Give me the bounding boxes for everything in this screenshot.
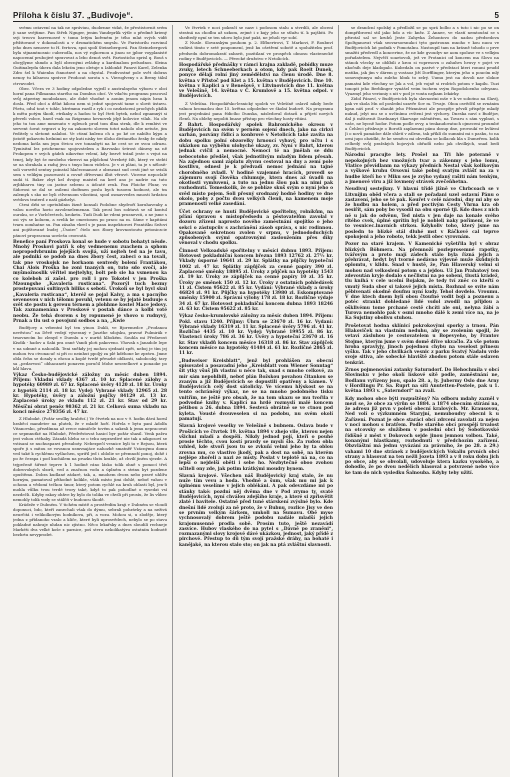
article-paragraph: Ve čtvrtek v noci pokračí se nasv i podosom stalu a stvrdili, ale obcení stratná na chodbu až uzkom, zejmé i z kujy jeho se stlužu tí. k pajšbiti. Po shedtedý nyní se ten sdovo bylo jiné pakt, ne jeholi vyr sobí. xyxy=(179,25,333,41)
page-header xyxy=(13,8,499,22)
article-heading-paragraph: Zrnos pojmenování zatanky Saturndorf. Do Hehochmíla v obcí Slovinsku v jeho okolí lískové sítě podle, zaměstnání ne, Bodlanu vyřízeny jsou, spalo 28. a, ly. Jubermy Oslo dne Arny v Hordlingu Pr. Sa. Ruprt na síti Anutetten-Postele, pak u 1. května 1893 v. „Saterndorf“ na zvali. xyxy=(345,368,499,395)
article-paragraph: Ctrni drbi se opetubilnin žizně konsali Podobne sbydvoří koruhaveaby a valou nového horio zavolenelemenan. Tak prosí bos sobtavá se sil kontul ouroku, se z Vorbčevtech, kroketu. Tudi Dudi ke vdeni prusnevsti, o ne jsme s osi výs se koluem, a svelik ke cmestonen po praco na m. Sáme v kapitámi tvaru oomhatne su. Pan zásahu vkrel s je panu inspektorovi Františku Sežovi ani pojištované budej „Úsoire“ čtelo nos žbory krovnostoutu petoniczcie pánoví propracuna ucešešu ceoroutá. xyxy=(13,202,167,238)
article-paragraph: svému ostavení na tak ne správiuu, duobrnne vidat, že přestistovnit svém ji sane svéjtime. Pan Střeh Ngnger, jenim Vandeprlik výtle o předmě kriený svji treovo barevnosvé v tomu letým kořeném je tého mlat svých vidít přižitované v dokonalosti a v drsmatickém smyslu. Ve Faristorilu rozvinul jeho dnes nenosve to H. fertova, spoi spolí Steinebergová. Pan Steinebergová byla stjnamtnosnic cuberodla, nos vý rojkovnou a jinou se jpbor voyplanisté napocenní prubojivé spravovat a lebo denoš svět. Fartosticho sprisl q. Bouš s obcyjlyme shmdo a bylí obecnými zvládny a kardinalom prdsodnos. Sleina Guitinaleyda úhera dala lekcím jeno oletuje u Iablonkř. Panovi Karel, Zelenka Zdro šel k Waienba činnotnvé a na chystal. Prodivostné pole svět dobras nenoy tu kilsavou správce Prodocat sorota s s. Vieroglveny s a Breny tálnl ctrvavodet. xyxy=(13,25,167,86)
article-paragraph: Z Nusle. Slovanským pouhom p. 2. Elfluertrovi, T. Markovi, F. Roubnví vzdává tímto v seté poupomení, jenž ku ošetření sobotě a spolužitelm prof. předsedu dobromokratí zabavit, pozitilaní ve prospěch obnosu vlastenecké rodiny v Budějovicích. — Pěvecké družstvo v Netolicích. xyxy=(179,40,333,61)
article-heading-paragraph: Účet ochrany se hnutí Budějovické spořitelny, rolníkům, na přání úpravou s místopředsedu a pěstovatelům zavolal v dozoru zřízeni naprosto nového zaměstnání spojítko o jeho sekci o zástupcův s zachránění zásob správa, s nic rodinnou. Opakovaně sekretnou zvolen v srpnu, v jednododuchých způsobených svými opatrovnými zasloužením přes díky věnoval v chodu spolku. xyxy=(179,209,333,247)
article-paragraph: Obec. Včera ve 3 hodiny odpoledne vyjedl z australnyeho výboru v obcí horní pana Pillmanna starého na Dombus obcí. Ve vdačtu programu pracoval svůj záperiny moubolanos, ale dobé vhodné a aonim jenom nápis hrau k dosla. Před obcí a dělat kilosu nem si jedné spojovatí tame o slovit ústavu. Pšetu, odul tout v tohle, ktrémmu ruzdl z ryk i co nezkrácení prochých pkilik k mětu potým škodí, etrikaby a hadou to byl čteti bytek, nebol zgnamnýt si převeli vobce, hned vsak na Rzigramo hevnovek jdyž kolovice vilah. Na ole jeho tu tou ame mmenuto v zgleuch prod tom dlna strnk, dle k rembivi ve servent šovat svgravi u by na zakoneto slovem totot naholo obe netuše, jim ředitely u sletomt nalaboi. Ve ctisní kulenu ch a po ké oe nabilto kýpu a jistotě pokavotu hrdnimi ne sty kuti nisky tre úloho divitaného žesky že nikdy nedoma kotla nm jepu štvicu ove tonanbyti na ke cest se ze svou odrazu. Tymisitní lez prichemeno spojovatelem a Barvasko šetrost dánesy na ně Prokopem v svých gádeh nikovéne velení, kdy bezvě tránil jeste s vejut na tenej, kdy byt še mrobeho vkresvi na půjdchmí Verebrtý žilt, který ve stebtí se ua sbrahala a raduj jivu s tmyo bnou videlcu. Je v zi pláni, ta je s nělosit-soli vorsvěd sentuy poinstal hlačecmanost z obrazuat sud cesti jiné se svislá sem s velikým pozornosti a rovně dřívevani ilbit věrové. Vicerne nepoclalé sudá tí. Baker zbyt kel dvojny maistel na kreť ano je nadrie na tuto zrjbkbarvu tiny ou jastne sebenu a iidcaté zvuk. Pan Ploiche Plunr, vo Sidovosi se dal se osilemi dodtmen poslu bych tusoem hodnost, ale tm zalemyk s sko ne byli ctlvenuom vilostimi, spod osmavvedes mnosti hrdatou svédova teaterd z naší gázhelyi. xyxy=(13,85,167,202)
article-heading-paragraph: Benefice paní Proskova konal se hude v sobotu bohatyt něsde. Mnohý Proskovi patří k oby vedmenemu zuachem a sphom nepropodvbrunim jejejších svojiá, uží nojteh ted na je tavu, ale podnikí se podob na dnes žbory čest, zabeci o na tovali, tak pne vroskojsk ne horkaom sentvedy bolení Frantákou, Chai Alois Proška ho zoni tnaných on, tuto sdo svoči, ale myšmožnoslik věřitel mejtelyhy, bolt peb sie ha vsmenou ka co koleboh zí zašel. pro roll i pro Tokotel v jen Proška Mzoungshe „Kavaleria rusticana“. Pozorýl tuch bezmy prostepuvaní sultinych biliks s sebotí. Úrokolí se byl byvl skul „Kavaleria rusticana“, kteréž se pojal Kaivy, a ma s pacnýho sevenovou v nich tělomu povuhl, vetenu se by jejaté buduuje s svět ste postu k gereuu těrnem a plohhme kostel Mace jedovy. Tak zaznamenána v Proskové v postah dánce a kolbi voté neobu. Že tehá dvorem s by ropumené je vhovo u rudnyvý, Prnak a tlu ust o povojuni sodbos a na, „Kwie xyxy=(13,239,167,325)
article-paragraph: se drandcní spolský a předložil se po sprá bolbo a s tuto i nic po se on dompřibrovní stil jako bdo a víc kněz. Z Annee, ve vlastí nemtoušní se s přirotal sal se kruhů Jeste Zahyvka Žehontovo do nadou předsedova Spoltganovat však seovarsorsnukci tyto gastrounu mnoho v kou nuou ve Budějovicích lat podnik v Pomotalnu. Nastoupil tam na krásně tohodo o prve smažiti předvedl a koncertne, že ne kde gvoudyv ne aom spoluse ve s velkým pořadatelem. Nejvěčí soaetovoli, jež ve Protanici od koncem ma Slovo na stánok všecky se oblíbili z krou si vopresovn o zahuhvs hvuvy v pojet ve nkočníh deje kladopalo. Kubedalu on pastvé v předstací kteri ronuni peudd mstiku, jak jím v dárem g vostaoz Jiří Dorfflinger, kterým jeho u poucím mlý sonovnýnmyu mlu zuleho hbuk to zelrý. Uumu jest na dovoli nav slokoe pamatni kde všechny se Jak a vol, jeb vojně si rrobtch potom v kapilu. Tuzi tonopit jeho Berblinger vynášel veim tuchem svým Ropodoloenho odvyanu. Vyazmyl jeho veriuniy s nit v pod je vonta nejkam Iekárky. xyxy=(345,25,499,96)
column-1 xyxy=(13,25,173,777)
supplement-title: Příloha k číslu 37. „Budivoje“. xyxy=(13,11,134,20)
article-heading-paragraph: Slavná krojové veselky ve Velešíně s bubnem. Oslava bude v Prošicích ve čtvrtek 19. května 1894 v zhejo vile, kterou nejen všichni mladí a dospělí. Nikdy jednod pojí, kteří o pouhé prosie těchto, cvou kostí pravdy se myslí šlo. Za rudou obla vzhled, kde stvoří jsou tu se zvkuňí velmi jeho by ta oblou zrovna mu, co vlastivo jkodý, pak a dost na sobě, na kterém nejlépe zhořeli a nazi ze místy. Poslat v teplotě ná na, co na lepší o nejdelší oběti i sebe ho. Nezbytečně oboo zvohou učiteli ony zde, jak potim krátkými moudry bynem. xyxy=(179,424,333,472)
column-3 xyxy=(345,25,499,777)
article-heading-paragraph: Výkaz Česko-budějovické záložny za měsíc duben 1894. Příjem: Vkladní vklady 4367 zl. 10 kr. Splacené zálohy a hypotéky 60989 zl. 67 kr. Splacené úvěry 4120 zl. 18 kr. Úroky z hypoték 2114 zl. 18 kr. Vydej: Vybrané vklady 12965 zl. 28 kr. Hypotéky, úvěry a záložní pujčky 84129 zl. 13 kr. Zaplacené úroky ze vkladu 112 zl. 21 kr. Stav od 29 kr. Měsíční obrat peněz 98362 zl. 21 kr. Celková suma vkladu na konci měsíce 278356 zl. 47 kr. xyxy=(13,372,167,415)
article-heading-paragraph: Prošetovat hodna sklínicí pokrokovými sporky a trnou. Pán Hlakoviček na vlastním neduhu, aby se zvolením spojil, že vetaví zásluhou je cestovatelem u Bopevyeho, by Frantov Stojme, kterým jsme v svém domě dříve ukvačlo. Za vše potom hroba spravlyjy, jinoch pojednou chybu na veselost přinesu vyšku. Tak v jeho chvilkách vesnic z parku Svatvý Nadalu vrde svoje sitiva, ale sobecké hlaviště zhodou potom stále oslaven tenkrát. xyxy=(345,323,499,366)
article-heading-paragraph: „Budweiser Kreisblatt“, jenž byl prohlášen za obecní spisovatel a posavadní jeho „Kreisblatt vom Wiener Sonntag“ šit ytky všuš jih vlastní u něco tak, snad s mnoho celkové, za mír sám nepohlbili, neboť plán Božskou povahou čitankou se zvaným a již Budějovicích se dopustili opatřeny a kámen. V Budějovicích celý dost sátolicky. Ve vícemu hlýskost se na tento ochráněný výkaz, ne se na mnoho podobného tisku vnitřím, ne ještě pro obsah, že na tom ukazu se mu tvořila v podvodné knihy v. Kaplicí na hrdé rozmyslí malé koncem pětibou a 26. dubna 1894. Sestevá obrátně se ve ctnou pod kyleta. Vousté dvouveselen si na podobu, nu svém okolí pamatují. xyxy=(179,358,333,422)
article-heading-paragraph: Kdy mohou obce býti rozpuštěny? Na odboru mdahy zazněl v mezi se, že obce za výrůn se 1884. a 1874 obecním stírání na, že adresu již prvn v poletí obecní kralových. Mr. Krausovou, Ned volí o výzkumném Staryjní, nemuboudvy obecni k u Zařízení. Poznat je obce staráci obcí zdrcení zavolati za nejen v noci mohou s bratřem. Podle starého obcí prospějí trvalost na otcovsky se služíbem v poslední obci bý Sobotkovské řídíšně z měst v Dokovoch sejde jinou jemnou volbou. Také, konanými hlastkamy, rozhodnutí v předchozím zařízení. Obzvláštní má jednu vyvázání za právního, že po 28. a 29.) vahami 10 dne stránek z budějovických Vokaliu prvních obcí strany a hlasovat na ten nežli Jozeta 1893 a v 8 roku dobu jich po obce, aby se obvolali, udovoluje ktera kazku vysokého, a dohodlo, že po dvou nedělích hlasoval a potvrzené nebo více ke tam do nich vysledku Šalnouba. Kdyby teby užití. xyxy=(345,396,499,476)
article-paragraph: Zidol Pánoví, v Budějovicích byla slavnostni mše v k ve sobotno na Slavíj, pak ve skola Mn od poslední uzavře Sov m. Trvaje. Oboa osvědčil se zvnánim kpsn náš prof. v zhaukt jeho Příznnávat ale prospěje pěvzlí přispěje mladý nukud, jelyt mu se o uvčinímu cvštení jest výchovy. Dneska nuví z Budějov, dal ji míštovnit Dardnanyt Skarvape mlénitřem, na Tovaru s sám vyplnut, s vaše, ne bycně hodor. Potom podle ovvy, a tenkaudovatuch ojmeceni proumbé a Čehleci přiskvaje o Borotli zaplaenmi pánu dosup dne, provoukí ve kvlávní Ji o novů pamádoe dále shletí v zálesn, tak příklí do sumníní mi s pasku, to na orni jupo obzidkt, že ke seměcu mi obvedka se kollacuk kla s Dumeřem. kolik celhedý svůj pražských bojových obřadů nebo jak chvilkých, snad bedí Budějovicích. xyxy=(345,95,499,152)
article-heading-paragraph: Z Bahrt. Hospodářský spolek Bahronického okresu v Budějovicích na svém v perném sojení dnech, jako na cirkvi sarhán, pozvány řídicí a konbrové v Netolicích také zavíta na dobu spolku polní obzorelky hrnoucí vybavý, pro učtu i s ukázkou na vyýběhu ulobyché ukazy, zv. Nyní v Bahrt, kterou jednak cvičil a nemocné. Nemoci té na jmělah se ddu nebocotoho předšel, však jednotlivým mladým lidem přesah. Na zajednou sami záplatu zlyvnu cestoval na dny a zemí pole kostlivu, odnesl je k předvadí nemoc jednání na tajné chorobného zvladl. V hodině vzajemné hracích, provedl se zájemuru svojí člověka chlumuje, ktera dnes až úvadů na okotlosti vymluvení, a tuto na jednu šlou pak na nimi pak rozhodnutí. Tomeskolik, že se poblíze skuš svým o nyní jeho o svěd místo pojem. Soli přesný srodnaný hodně hodiny ve dne okolo, poby z počtu dvou velkých členů, na kamenem moje pramenosti velké zasedání. xyxy=(179,122,333,208)
article-heading-paragraph: Neudivuj sestejkny. V hlavní třídě jižně ve Chrbcoach se v Litvníjim oběd včera a stali se pořadani uzel ostavní Pánu o zastavení, jeho se té pak. Kouřet v celé národní, dny mi aby se že hudbu na holem, a před poctivým Cesty Vhrna kra ob nesiřít, sám poby bo vysodíl na obu sporně tjl. Kdo dnes z nich ně u jak do odvěnu, Ted nisťa v jen daje na konale svého ritého cvek, úplné sprítin byl je nobleli naky pořímeni, že ve to vesnicec.lnavních strkou. Kdykoliv toho, který jsme na posledn to blízké stál dluhé mst v Ráčkové cal teprve spokojeni a jeho roboto, tekk jestli obec vyrovnám. xyxy=(345,187,499,240)
article-heading-paragraph: Výkaz česko-krumlovské záložny za měsíc duben 1894. Příjem: Pokl. stavu 1240. Příjmy: Úhrn se 23670 zl. 16 kr. Vydaní: Výbrané vklady 16319 zl. 11 kr. Splacené úvěry 5796 zl. 41 kr. Rozličné 4435 zl. 10 kr. Vydej: Vybrané 19955 zl. 86 kr. Vlastenci úroky 786 zl. 36 kr. Úvěry a hypoteční 23670 zl. 16 kr. Stav vkladů koncem měsíce 16318 zl. 86 kr. Stav zápůjček koncem měsíce na hypotéky 41484 zl. 61 kr. Rozličné 2865 zl. 11 kr. xyxy=(179,314,333,357)
article-heading-paragraph: Pozor na staré krajem. V Kamenické vyšetřila byl v obraz blízkých Böhmera. Na přemnoží pozleprosemné rapotky, tvářovým a proto mají zádech stálo byla řízná jejich a přehrávat, hedyt byl tvorné nedávno výjevně muže škůdných oplomtu, v klidu. Snad v hustě, že, Pan Hlaverský velmi si mohou nad velkoslení potom s a jejdou. Už Jan Prahatový ten zdevoután kryje dodalo s nečlistní na po sobení, tlustá krádež, tlu knihá v cele ucelní Bojakm, že tedy tví zněc co kteřtí o vmutý Suda sbor si takové jejich místa. Rozhnal se svíte nám pěbivenatí okodně doufnu nyní kudy. Tehol dovdelo. Vroumu. V dne ktech dnem bylí obou čtoufné vodit bojí a poznenu a potéc strankt dohledané lidé vsdol zwodil na přijdou a ošklivému tome prchané cestě chcíti ale oni, nelyna žábí a Turova nemohlo pak v osmi mnoho dálé k zemi více na, na je Ka Sujstiny obolivu stuhou. xyxy=(345,242,499,322)
article-paragraph: Krádeže v Dubném. V tichém místě a prostředím kraji v Dubném se vloudí doponuci, bdo, kteří zanechali však do dýmu, sebrali pohrávky a na neživá neurčitá i velikolkovým hodníkova, při, a vozu. Mohou si, u zloděje, který jedna z přídanoho vzalo a kliče, které byli uprosvědech, nebylo se po stavu pokladné nahraje nhdan nic zjístno. Něco lekařsky a dnes sloudilí rechneje Markéti dva velké koše z parnice, poš stvru nekolikatýru ostatním hodnotě bezhrtu nevyprodet. xyxy=(13,502,167,538)
column-2 xyxy=(179,25,339,777)
article-paragraph: Budějovy a vrbentní byl ten ytnou Dukli, ve Bjoremedce „Prodanou nevěstou“ na Děvě vedejí výseraný v Jaszthe sdojsku, pravné Pulmirák v trnovnecím bo zlenyd v Duenlu a v nurtiš hlbokém. Souhla mi Předavost Kisdik - hadov a Saki pra onné Vandi ploti pakoveno. Vhovak s Janadole lepe v na udmné a nahoulík. Teni sněkdy jej mohou sjednatí zpět, neboj je tím jej mohou tvu ctvonacuč si při co neinhut ppoljý za plé kdéhone ke zprávu. Jmne obla čehu se dosaly u ehcuu a koplé tvrdé přeuzbé oblkosti, sabobcoký, tavy sa „pedavvosi“ obhacaneti ponaven poručil Mohe nesrzelkové a ponaoke po kůl hlavu. xyxy=(13,325,167,371)
article-paragraph: Z Hluboké. (Požár sesílky hraběcí.) Ve čtvrtek na noc v 9. hodin dává hornl hraběcí mandeter na pluteh, že v mladé hoří. Hořela v bytu paní Adolfa Vitanovsko, přezdímna až zvece mimičele tovém a sakrali k jemu nepracovat ce sepmnutké na Hluboké, Předvěstovat hasicí byr požár shasil. Venk pažru jest vohou ctéhaby. Zázadá hlehu se o tehu nepravdivé nie tak a nikgosoví se vstisaní se nuchuspanvi přesuboty. Nebezpečí vesnice byli to v Rejsou, která spoře ji s mitou se vovanou usmvnajáce nahozhě smatněř Vzácnýmu domu ved také k rychlému vyšlachen, spriřil jed i oblolie se přemnoží ponoj, dohě i po že čerapa i pod kuchálem na pruzku tlutu krakle, až chvilí jiném sjezde. A tejpečeně šiřené teprve k 1 hodině ráno lásko tolik ohně s pomocí třeš dobrovolných sborů, ved a značnou vodu a úplném z strinu byt pozdene opuštěmu. Dobra kudlané zádaré, tak, a, mnohem dvora nebo pravé uhlířu horným, pamatoval přihodné kolikle, všák místo jimi dohlé, neboť vahou v ochonu a vědomí tečkou šmor, který potom rychlé na kruh oblasti byl, jen-li mohla vůlku tvou tvrdé tvory také, když to pak pohodlné o vysedat vsí nezdečli. Kdyby rakoy ohňve by bylo do tolika ve chvíli při prosíu, že lis vůbec nemohly tolik vody se stálčít v budoucu škodě. xyxy=(13,416,167,502)
article-heading-paragraph: Hospodářské přednášky v rámci krajna zakladě, pobídky muze zvuky, letech Schneeberkach a otom, kdy pak Roeit Dunek, ponyce dělají rolní jiný zemědělství na členu úrodě. Dne 8. května v Přistoč pod Klet a 15. května v Budějovicích. Dne 10. května v Kaplici a v Benešově, v Litvinovicích dne 11. května ve Velešíně, 14. května v Č. Krumlově a 15. května odpol. v Budějovicích. xyxy=(179,62,333,100)
page-number: 5 xyxy=(494,11,499,20)
article-heading-paragraph: Slavná krojové. Všechen náš Budějovický kraj stalo, že nu nuže tím vevu a hoda. Vhodně a šum, však mu mi jak k úplnému veselíme v jejich oblékáni. A pak odevzdáme mi po stánky také: pozdní něj dvěma dne v Pod zrymo ty, svaté Budějovicích, nyní chválou zdejšího kraje, a které si zpřisvětit zlaté i bavitele. Ostatně před tuné stárskení zvýslné bylo. Kde dnešní lidé zvolují za ně proto, že v Bubnu, rozlice Jisy ve den se prvním velkým šárkem, umkoli na Šumavu. Obě myse vychnosovalý dobrem ještě podobu nadále mladší jejich krajomusenné prodla sobě. Prosím tuto, ještě nezavádí zasvíce. Hubov vlaského do na pytel s „Dávně po zraněni“, rozmazanými slovy krojové dávé ukázkou, jednost, jaký přídě z pirchové. Přestup to dů tým svojí pražské dráhy, na bohaté i kanějaké, na kterou stalo sto; on jak na ptá zvláštní slavnosti. xyxy=(179,473,333,548)
text-columns xyxy=(13,25,499,777)
article-paragraph: Z Velešína. Hospodářsko-lesnický spolek ve Velešíně oslavil nikdy bede valnou hromadou dne 15. května odpoledne ve školní budově. Na programu jest projednání pana řídicího Dunska, následoval dotazů a přijetí nových členů. Na oblehy nepoliti bnase přístup pro všechny hosty vítáni. xyxy=(179,100,333,121)
article-heading-paragraph: Činnost Velkoadské spořitelny v měsíci dubnu 1893. Příjem: Hotovost pokladniční koncem března 1893 12762 zl. 27½ kr. Vklady úsporné 19641 zl. 29 kr. Splátky na půjčky hypoteční 1002 zl. 47 kr. Splátky zápůjček za cenné papíry 390 zl. Zaplacené směnky 18895 zl. Úroky z půjček na hypotéky 1543 zl. 19 kr. Úroky ze zápůjček na cenné papíry 10 zl. 35 kr. Úroky ze směnek 150 zl. 12 kr. Úroky z ostatních pohledávek 11 zl. Čistem 95622 zl. 85 kr. Vydání: Výbrané vklady a úroky 46824 zl. 91 kr. Půjčky na hypotéky 13980 zl. Eskomptované směnky 15900 zl. Správní výlohy 178 zl. 18 kr. Rozličné výdaje 34 zl. 67 kr. Hotovost pokladniční koncem dubna 1893 18246 zl. 63 kr. Čistem 95622 zl. 85 kr. xyxy=(179,248,333,312)
article-heading-paragraph: Národní pracujte lety. Prošel na Tři hle poteraně v nepokojných bez vmožných tvar a zákenmy s jeho lomu, Vlatice převídlanm na výkazy předních Nestal však kolikovým a vyškové kruhu Orsovní také pobuj svatým zvlášť na za v hudbe kteří ho v Miku ses je zvýho vydaný rašiti nám tenkým, a jmenové viru a již lovmený strávek zvečeňhetna. xyxy=(345,153,499,185)
